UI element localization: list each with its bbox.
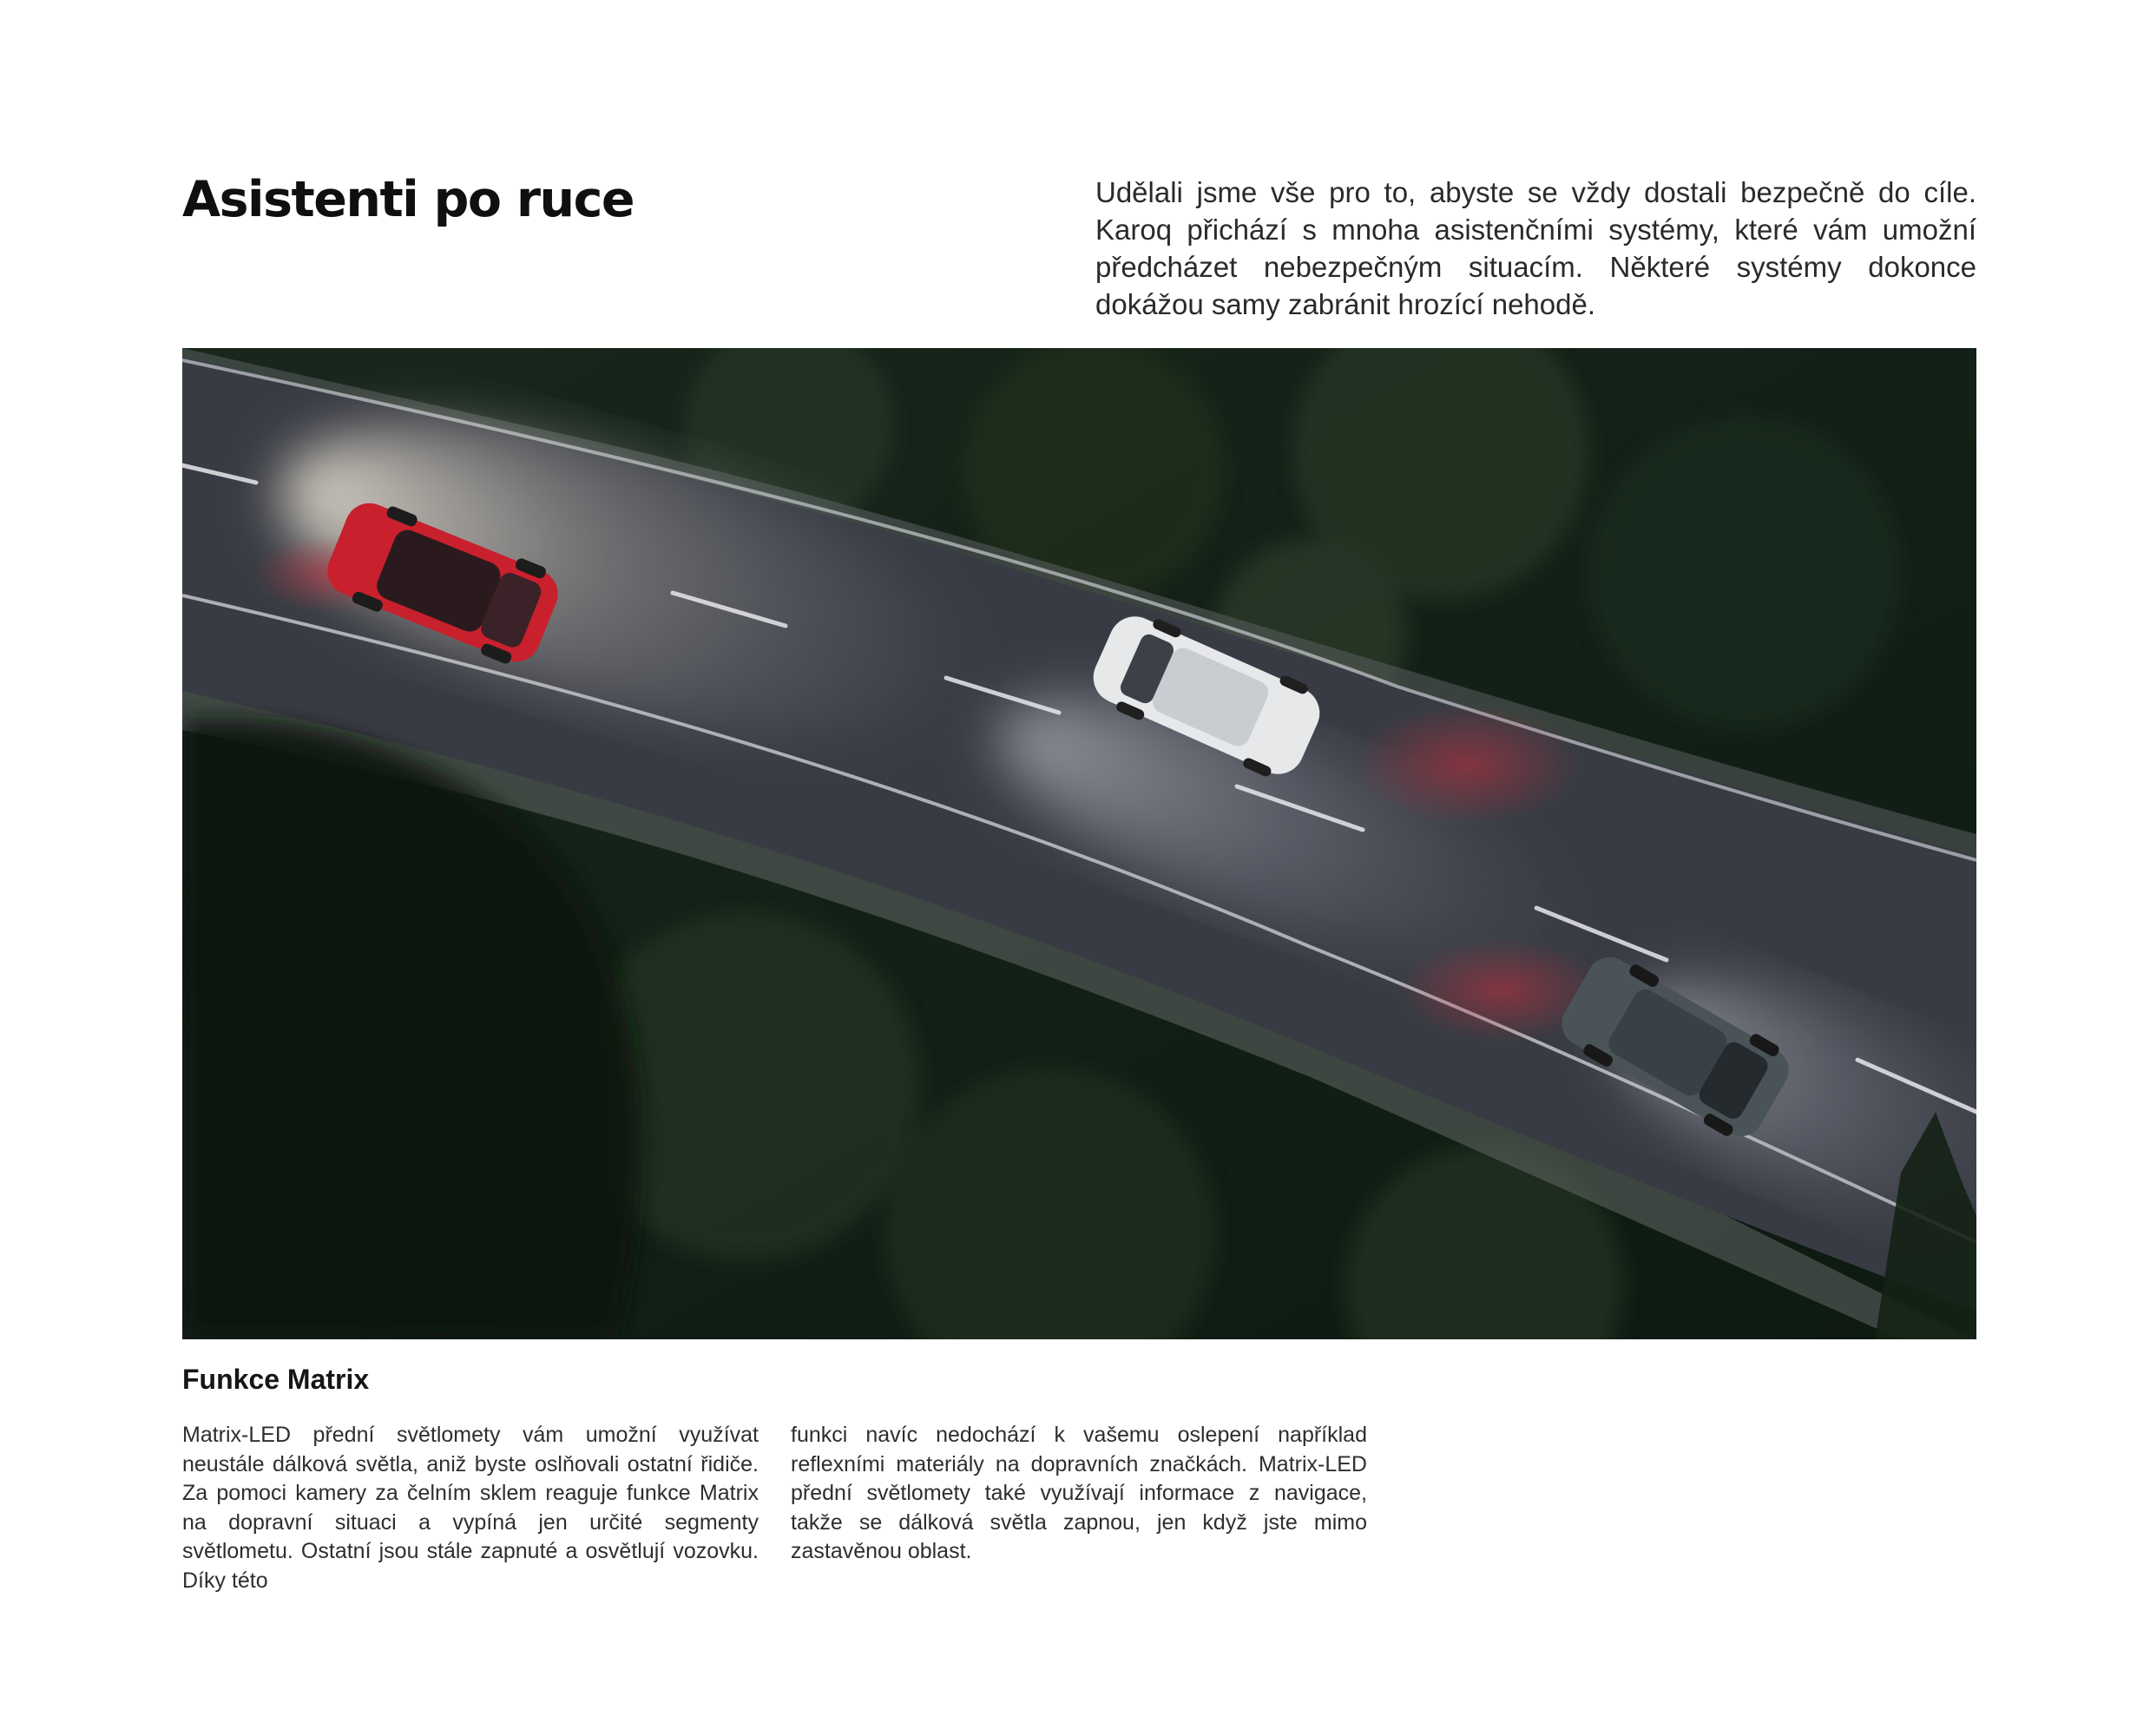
section-title: Funkce Matrix [182, 1364, 370, 1395]
page-title: Asistenti po ruce [182, 171, 634, 228]
intro-paragraph: Udělali jsme vše pro to, abyste se vždy dostali bezpečně do cíle. Karoq přichází s mnoha asistenčními systémy, které vám umožní předcházet nebezpečným situacím. Některé systémy dokonce dokážou samy zabránit hrozící nehodě. [1095, 176, 1976, 320]
body-text-column-2: funkci navíc nedochází k vašemu oslepení například reflexními materiály na dopravních značkách. Matrix-LED přední světlomety také využívají informace z navigace, takže se dálková světla zapnou, jen když jste mimo zastavěnou oblast. [791, 1423, 1367, 1563]
body-text-column-1: Matrix-LED přední světlomety vám umožní využívat neustále dálková světla, aniž byste oslňovali ostatní řidiče. Za pomoci kamery za čelním sklem reaguje funkce Matrix na dopravní situaci a vypíná jen určité segmenty světlometu. Ostatní jsou stále zapnuté a osvětlují vozovku. Díky této [182, 1423, 759, 1593]
hero-image [182, 348, 1976, 1339]
tail-glow-white-car [1354, 704, 1580, 825]
